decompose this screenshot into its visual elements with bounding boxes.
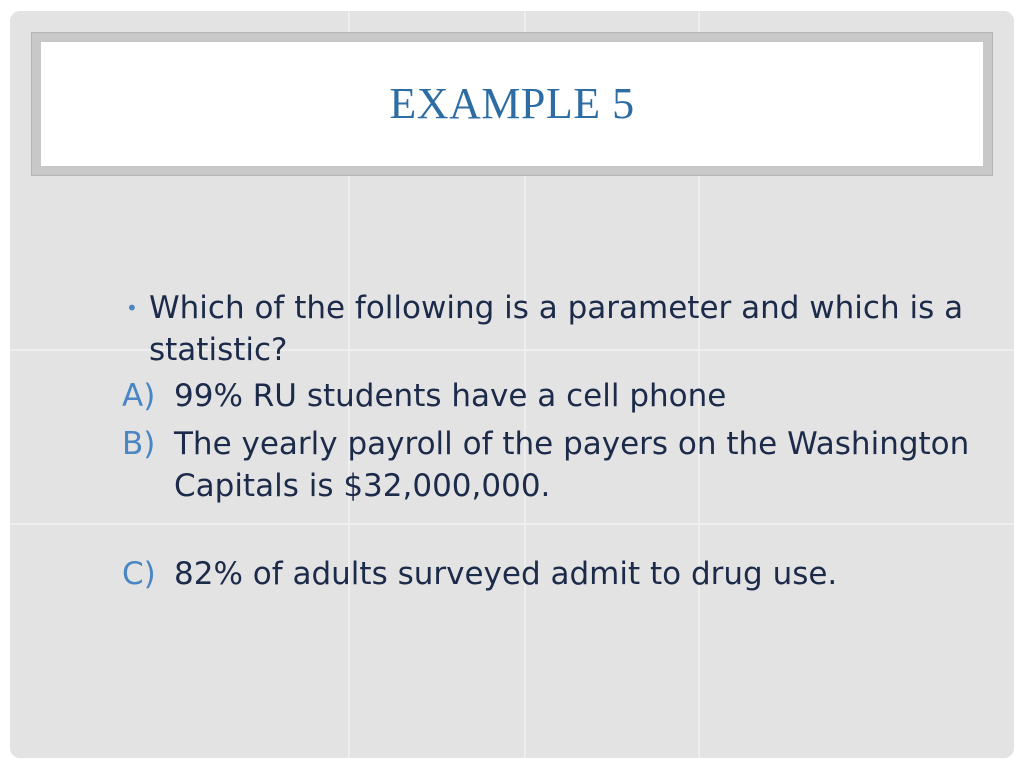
title-frame (31, 32, 993, 176)
item-text: The yearly payroll of the payers on the Washington Capitals is $32,000,000. (174, 426, 970, 504)
slide-title: EXAMPLE 5 (389, 78, 635, 128)
list-item-c (122, 553, 1012, 595)
item-text: 99% RU students have a cell phone (174, 378, 727, 414)
question-bullet (122, 287, 1012, 371)
slide (10, 11, 1014, 758)
item-letter: C) (122, 556, 156, 592)
item-letter: B) (122, 426, 156, 462)
slide-content (122, 287, 1012, 601)
title-box (41, 42, 983, 166)
list-item-b (122, 423, 1012, 507)
bullet-icon: • (126, 296, 138, 320)
item-text: 82% of adults surveyed admit to drug use. (174, 556, 838, 592)
item-letter: A) (122, 378, 156, 414)
list-item-a (122, 375, 1012, 417)
question-text: Which of the following is a parameter and which is a statistic? (149, 290, 964, 368)
